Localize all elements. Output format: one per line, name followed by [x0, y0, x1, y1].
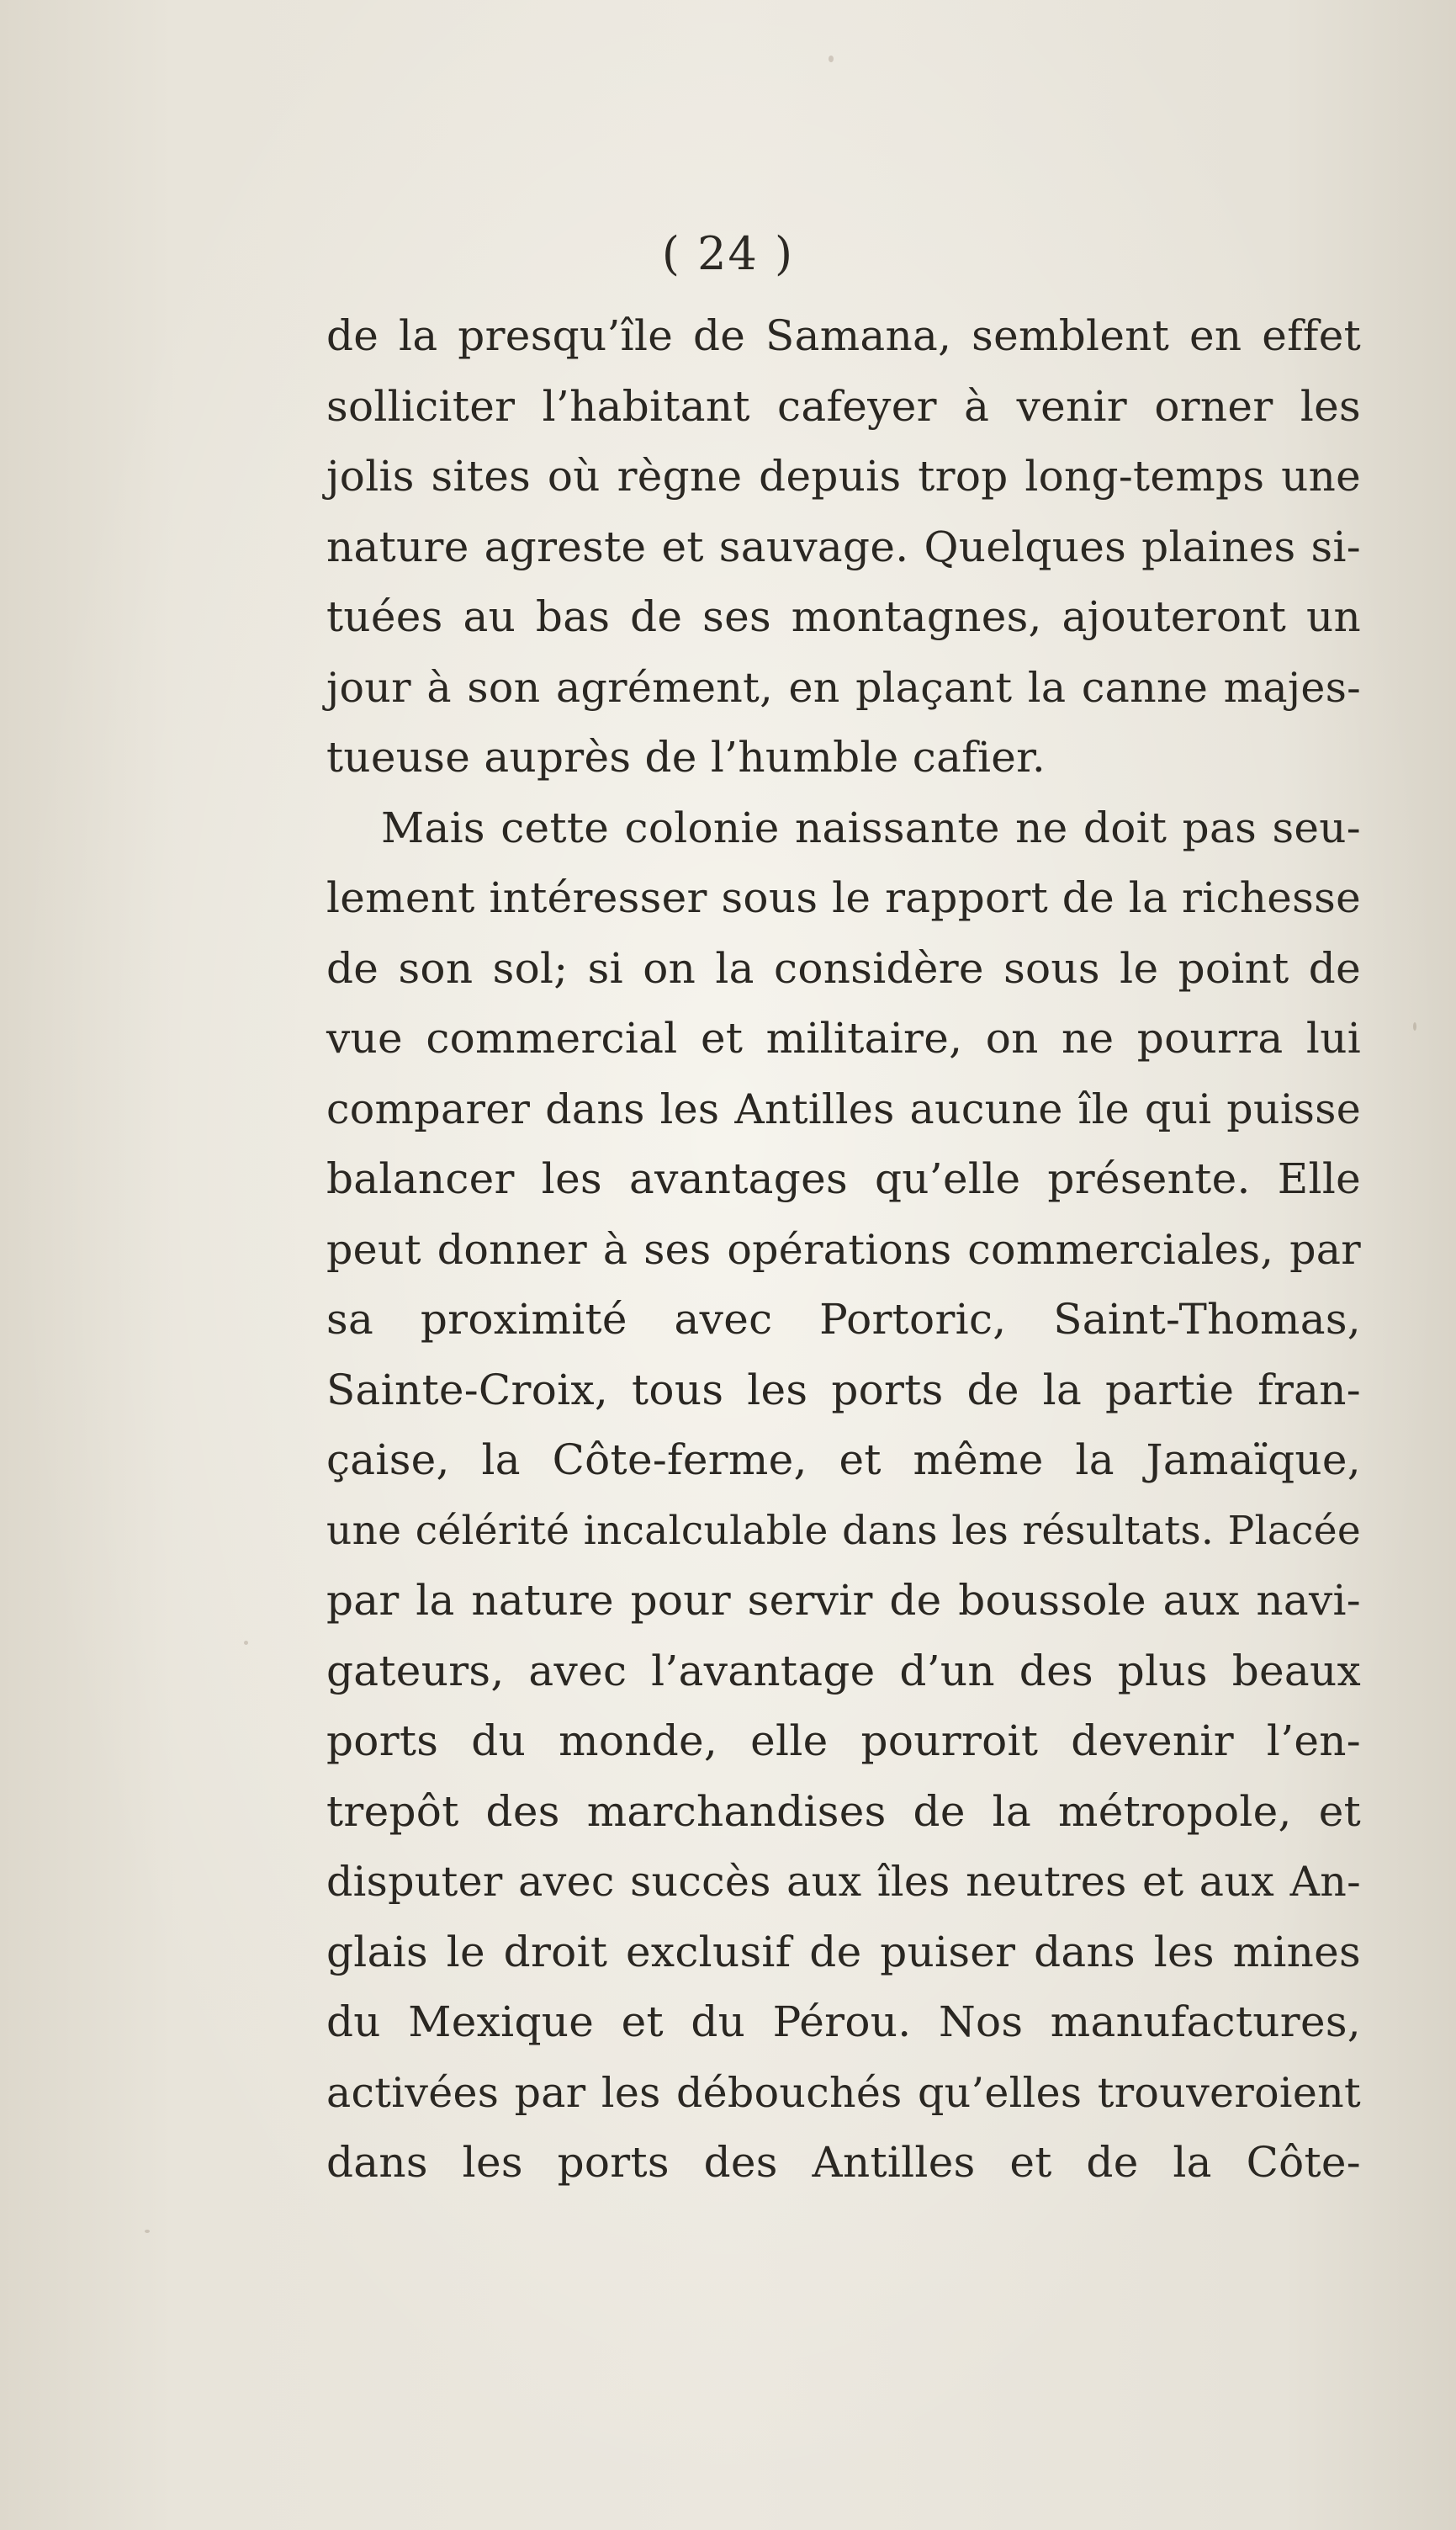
text-line: lement intéresser sous le rapport de la richesse — [326, 873, 1361, 922]
text-line: çaise, la Côte-ferme, et même la Jamaïque, — [326, 1435, 1361, 1484]
text-line: vue commercial et militaire, on ne pourra lui — [326, 1014, 1361, 1063]
text-line: peut donner à ses opérations commerciales, par — [326, 1225, 1361, 1274]
text-line: tuées au bas de ses montagnes, ajouteront un — [326, 592, 1361, 641]
text-line: ports du monde, elle pourroit devenir l’en- — [326, 1716, 1361, 1765]
text-line: comparer dans les Antilles aucune île qui puisse — [326, 1085, 1361, 1133]
text-line: Sainte-Croix, tous les ports de la partie fran- — [326, 1365, 1361, 1414]
text-line: de la presqu’île de Samana, semblent en effet — [326, 311, 1361, 360]
text-line: disputer avec succès aux îles neutres et aux An- — [326, 1858, 1361, 1906]
text-line: trepôt des marchandises de la métropole, et — [326, 1786, 1361, 1836]
text-line: une célérité incalculable dans les résultats. Placée — [326, 1507, 1361, 1554]
page-number: ( 24 ) — [661, 227, 795, 280]
body-text — [326, 301, 1361, 2199]
text-line: jolis sites où règne depuis trop long-temps une — [326, 452, 1361, 501]
text-line: de son sol; si on la considère sous le point de — [326, 943, 1361, 993]
paper-blemish — [244, 1641, 248, 1645]
text-line: par la nature pour servir de boussole aux navi- — [326, 1576, 1361, 1625]
text-line: tueuse auprès de l’humble cafier. — [326, 733, 1046, 782]
text-line: gateurs, avec l’avantage d’un des plus beaux — [326, 1646, 1361, 1695]
text-line: jour à son agrément, en plaçant la canne majes- — [326, 663, 1361, 712]
text-line: solliciter l’habitant cafeyer à venir orner les — [326, 381, 1361, 431]
text-line: nature agreste et sauvage. Quelques plaines si- — [326, 522, 1361, 571]
text-line: du Mexique et du Pérou. Nos manufactures, — [326, 1997, 1361, 2046]
paper-blemish — [829, 56, 834, 62]
text-line: glais le droit exclusif de puiser dans les mines — [326, 1927, 1361, 1976]
text-line: activées par les débouchés qu’elles trouveroient — [326, 2068, 1361, 2117]
text-line: sa proximité avec Portoric, Saint-Thomas, — [326, 1295, 1361, 1344]
text-line: balancer les avantages qu’elle présente. Elle — [326, 1154, 1361, 1203]
paper-blemish — [145, 2230, 150, 2233]
text-line: Mais cette colonie naissante ne doit pas seu- — [381, 803, 1361, 852]
paper-blemish — [1413, 1022, 1416, 1031]
text-line: dans les ports des Antilles et de la Côte- — [326, 2138, 1361, 2187]
